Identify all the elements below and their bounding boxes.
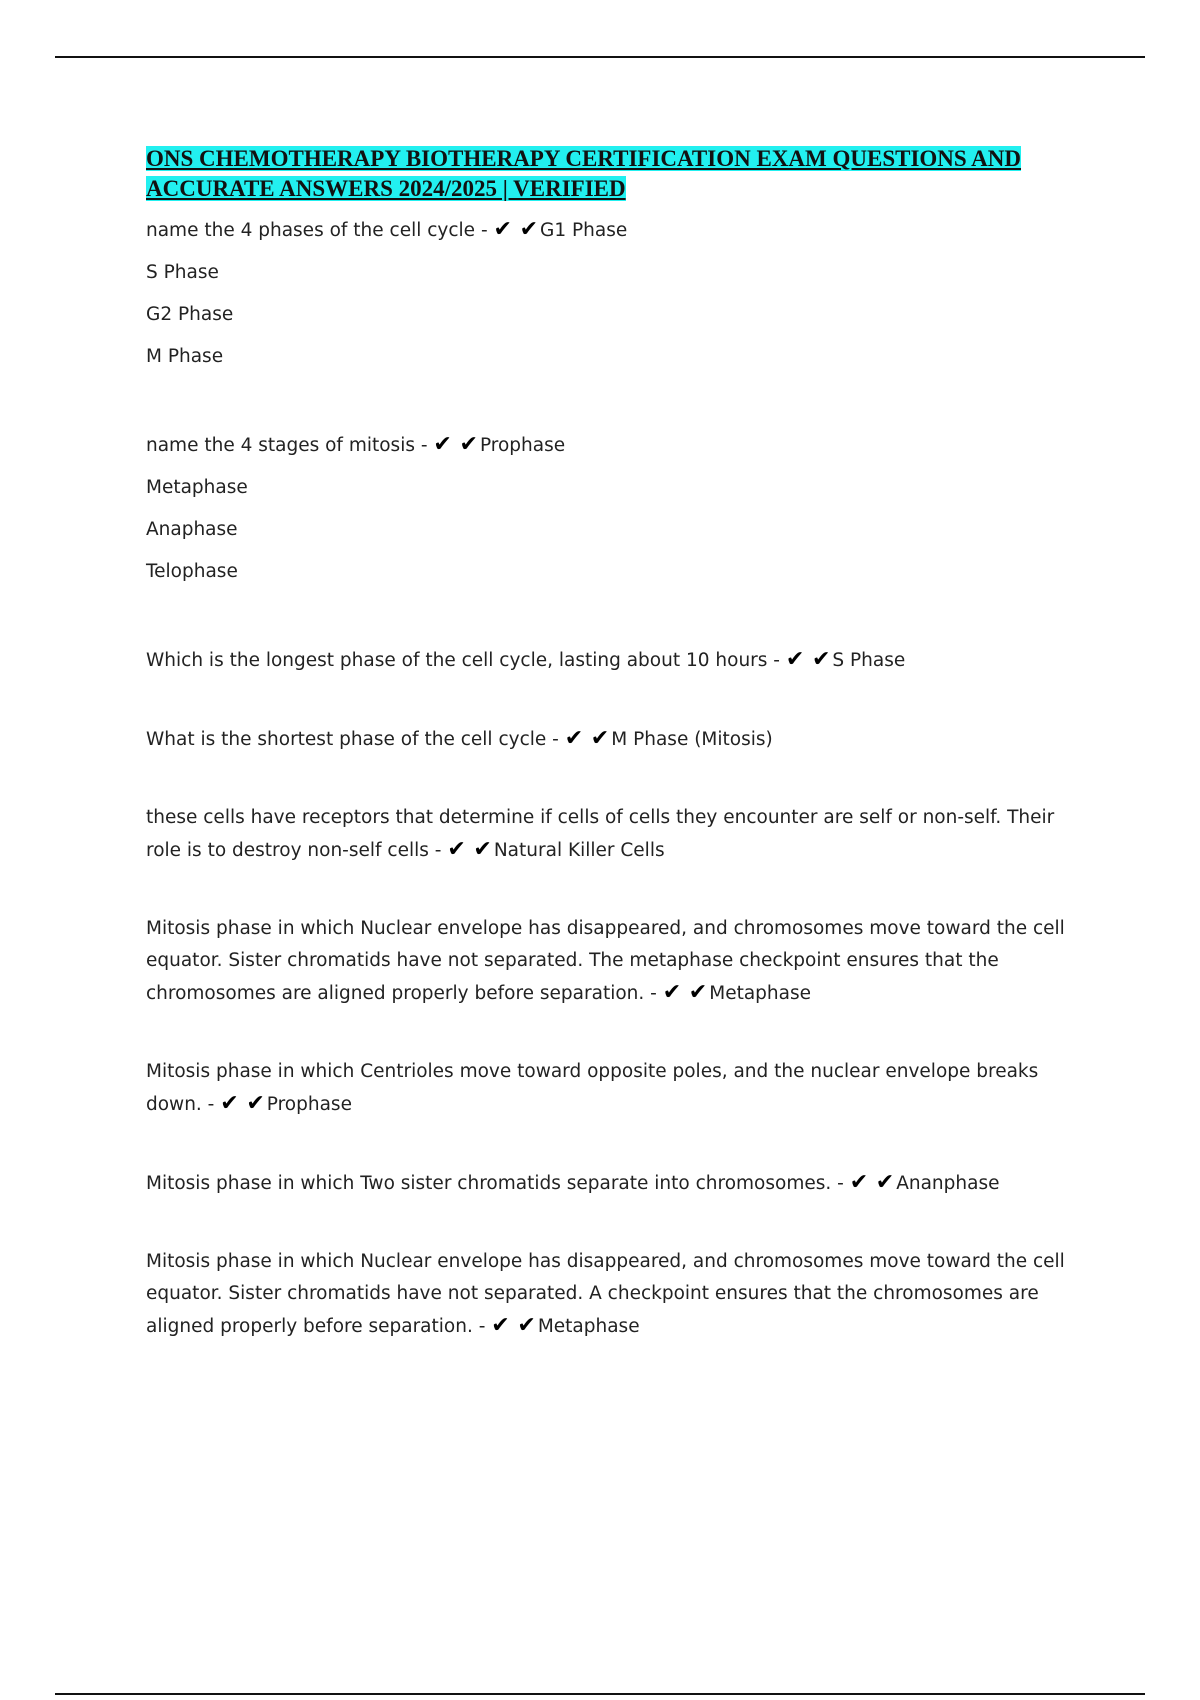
- question-text: name the 4 stages of mitosis -: [146, 435, 434, 456]
- question-text: these cells have receptors that determine if cells of cells they encounter are self or non-self. Their role is to destroy non-self cells -: [146, 807, 1055, 861]
- check-icon: ✔ ✔: [662, 980, 708, 1005]
- answer-text: Metaphase: [537, 1316, 640, 1337]
- check-icon: ✔ ✔: [220, 1091, 265, 1116]
- answer-extra-line: Anaphase: [146, 519, 238, 540]
- qa-item: [146, 723, 1086, 756]
- check-icon: ✔ ✔: [491, 1313, 536, 1338]
- qa-item: [146, 1056, 1086, 1121]
- question-text: name the 4 phases of the cell cycle -: [146, 220, 494, 241]
- qa-item: [146, 913, 1086, 1010]
- question-text: Mitosis phase in which Nuclear envelope has disappeared, and chromosomes move toward the cell equator. Sister chromatids have not separated. A checkpoint ensures that the chromosomes are aligned properly before separation. -: [146, 1251, 1065, 1337]
- answer-text: Metaphase: [709, 983, 811, 1004]
- answer-extra-line: Telophase: [146, 561, 238, 582]
- qa-line: [146, 1246, 1086, 1343]
- qa-item: [146, 1246, 1086, 1343]
- qa-item: [146, 1167, 1086, 1200]
- qa-line: [146, 913, 1086, 1010]
- answer-text: Natural Killer Cells: [493, 840, 665, 861]
- answer-text: G1 Phase: [540, 220, 628, 241]
- question-text: Which is the longest phase of the cell cycle, lasting about 10 hours -: [146, 650, 786, 671]
- question-text: Mitosis phase in which Two sister chromatids separate into chromosomes. -: [146, 1173, 850, 1194]
- answer-extra-line: G2 Phase: [146, 304, 234, 325]
- qa-item: [146, 429, 1086, 588]
- document-title: [146, 144, 1086, 204]
- qa-item: [146, 644, 1086, 677]
- check-icon: ✔ ✔: [493, 217, 539, 242]
- check-icon: ✔ ✔: [564, 726, 610, 751]
- answer-text: S Phase: [832, 650, 906, 671]
- qa-line: [146, 644, 1086, 677]
- check-icon: ✔ ✔: [447, 837, 492, 862]
- answer-text: M Phase (Mitosis): [611, 729, 773, 750]
- qa-line: [146, 1167, 1086, 1200]
- qa-line: [146, 723, 1086, 756]
- footer-rule: [55, 1693, 1145, 1695]
- answer-text: Ananphase: [896, 1173, 1000, 1194]
- question-text: What is the shortest phase of the cell cycle -: [146, 729, 565, 750]
- document-body: [146, 144, 1086, 1343]
- check-icon: ✔ ✔: [785, 647, 831, 672]
- check-icon: ✔ ✔: [849, 1170, 895, 1195]
- header-rule: [55, 56, 1145, 58]
- qa-line: [146, 802, 1086, 867]
- qa-item: [146, 214, 1086, 373]
- question-text: Mitosis phase in which Centrioles move toward opposite poles, and the nuclear envelope breaks down. -: [146, 1061, 1039, 1115]
- document-title-text: ONS CHEMOTHERAPY BIOTHERAPY CERTIFICATION EXAM QUESTIONS AND ACCURATE ANSWERS 2024/2025 | VERIFIED: [146, 146, 1021, 201]
- check-icon: ✔ ✔: [433, 432, 478, 457]
- answer-text: Prophase: [479, 435, 566, 456]
- qa-line: [146, 1056, 1086, 1121]
- qa-line: [146, 429, 1086, 462]
- answer-extra-line: M Phase: [146, 346, 224, 367]
- answer-extra-line: S Phase: [146, 262, 219, 283]
- answer-extra-line: Metaphase: [146, 477, 248, 498]
- answer-text: Prophase: [266, 1094, 352, 1115]
- qa-line: [146, 214, 1086, 247]
- qa-item: [146, 802, 1086, 867]
- question-text: Mitosis phase in which Nuclear envelope has disappeared, and chromosomes move toward the cell equator. Sister chromatids have not separated. The metaphase checkpoint ensures that the chromosomes are aligned properly before separation. -: [146, 918, 1065, 1004]
